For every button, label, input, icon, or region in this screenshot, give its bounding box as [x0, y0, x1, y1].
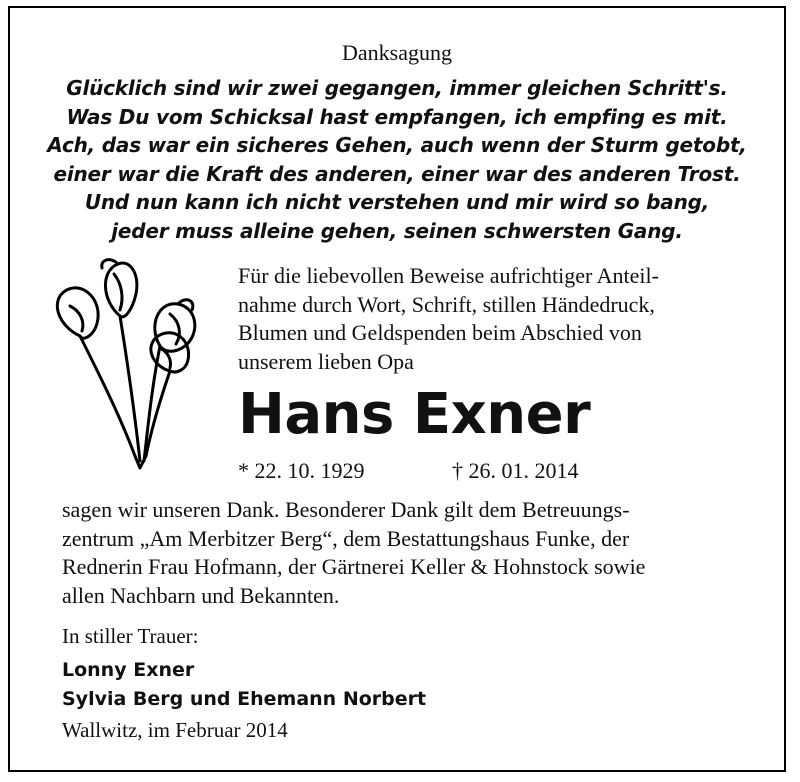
family-member: Lonny Exner [62, 659, 195, 681]
poem-line: jeder muss alleine gehen, seinen schwersten Gang. [111, 218, 683, 243]
poem [10, 74, 784, 245]
heading: Danksagung [342, 40, 452, 65]
thanks-line: nahme durch Wort, Schrift, stillen Händedruck, [238, 291, 655, 317]
closing-line: Rednerin Frau Hofmann, der Gärtnerei Keller & Hohnstock sowie [62, 554, 646, 579]
mourning-label: In stiller Trauer: [62, 624, 199, 648]
closing-paragraph [62, 496, 766, 610]
family-list [62, 656, 426, 714]
thanks-line: unserem lieben Opa [238, 348, 414, 374]
family-member: Sylvia Berg und Ehemann Norbert [62, 688, 427, 710]
obituary-card [8, 6, 786, 772]
closing-line: sagen wir unseren Dank. Besonderer Dank gilt dem Betreuungs- [62, 497, 630, 522]
closing-line: allen Nachbarn und Bekannten. [62, 582, 340, 608]
closing-line: zentrum „Am Merbitzer Berg“, dem Bestattungshaus Funke, der [62, 525, 630, 551]
deceased-name: Hans Exner [238, 382, 591, 447]
calla-lily-flowers-icon [40, 256, 210, 476]
thanks-line: Für die liebevollen Beweise aufrichtiger Anteil- [238, 263, 659, 288]
poem-line: einer war die Kraft des anderen, einer war des anderen Trost. [53, 161, 741, 186]
poem-line: Ach, das war ein sicheres Gehen, auch wenn der Sturm getobt, [47, 133, 747, 157]
death-date: † 26. 01. 2014 [452, 458, 579, 483]
life-dates [238, 458, 579, 484]
thanks-paragraph [238, 262, 760, 376]
thanks-line: Blumen und Geldspenden beim Abschied von [238, 320, 642, 345]
birth-date: * 22. 10. 1929 [238, 458, 365, 483]
poem-line: Was Du vom Schicksal hast empfangen, ich empfing es mit. [66, 104, 728, 129]
poem-line: Und nun kann ich nicht verstehen und mir wird so bang, [84, 190, 710, 214]
poem-line: Glücklich sind wir zwei gegangen, immer gleichen Schritt's. [66, 76, 728, 100]
place-date: Wallwitz, im Februar 2014 [62, 718, 288, 742]
